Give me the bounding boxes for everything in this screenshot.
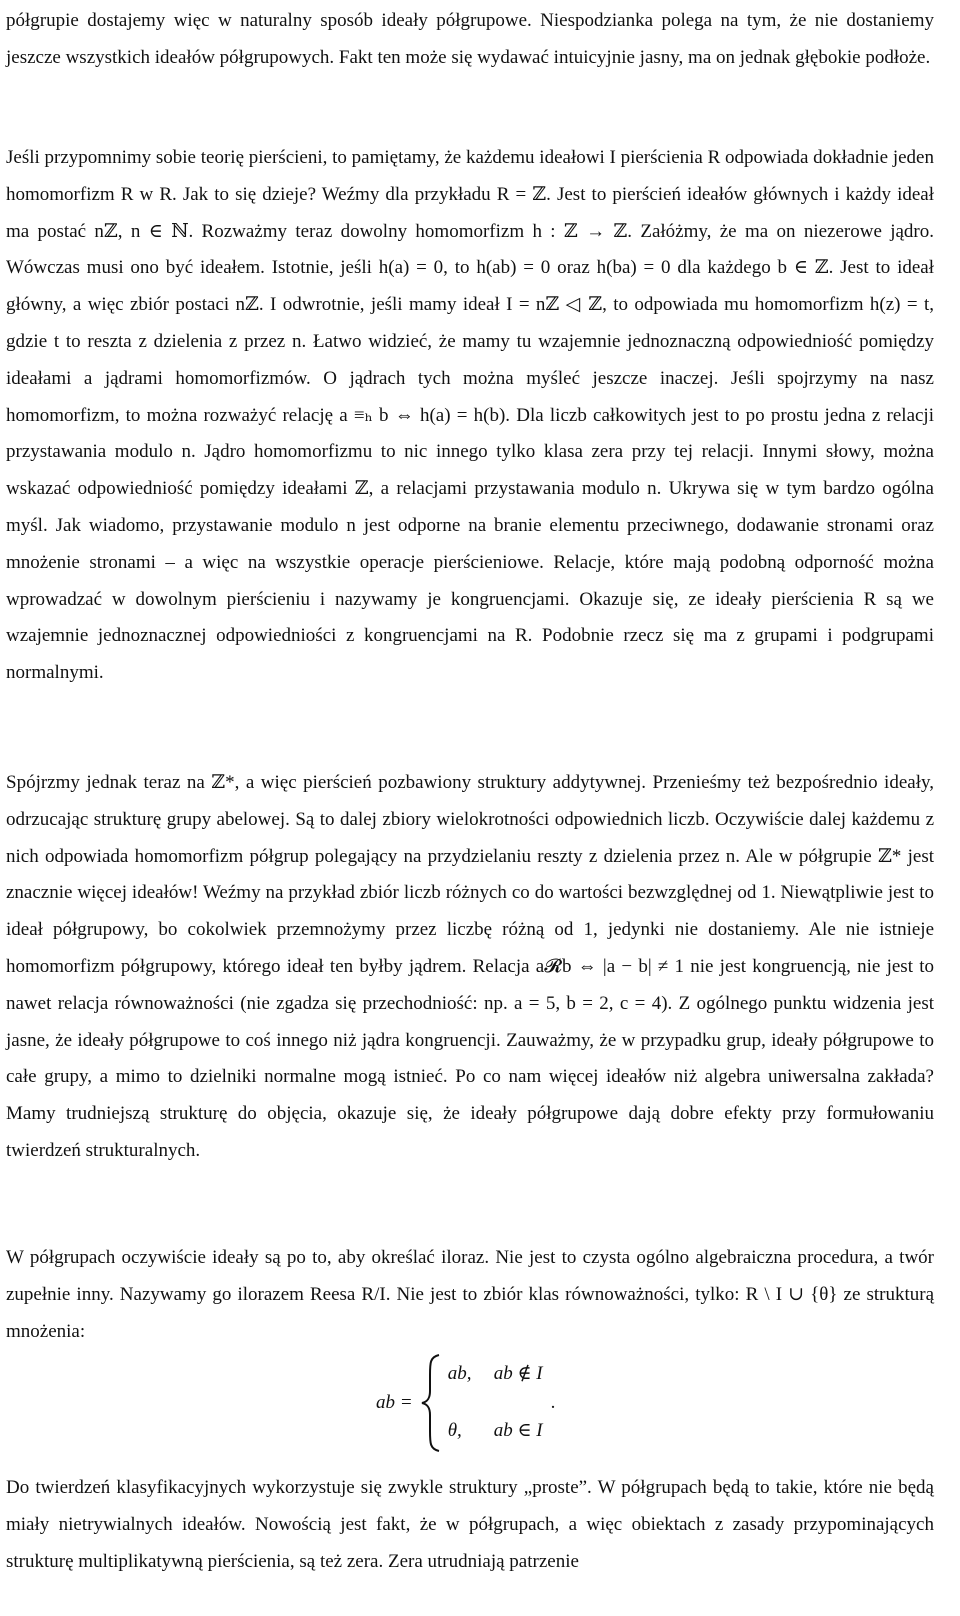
paragraph-simple-structures: Do twierdzeń klasyfikacyjnych wykorzystuje się zwykle struktury „proste”. W półgrupach będą to takie, które nie będą miały nietrywialnych ideałów. Nowością jest fakt, że w półgrupach, a więc obiektach z zasady przypominających strukturę multiplikatywną pierścienia, są też zera. Zera utrudniają patrzenie <box>6 1477 934 1572</box>
equation-equals-sign: = <box>401 1391 412 1413</box>
paragraph-rees-quotient: W półgrupach oczywiście ideały są po to, aby określać iloraz. Nie jest to czysta ogólno algebraiczna procedura, a twór zupełnie inny. Nazywamy go ilorazem Reesa R/I. Nie jest to zbiór klas równoważności, tylko: R \ I ∪ {θ} ze strukturą mnożenia: <box>6 1247 934 1342</box>
paragraph-intro: półgrupie dostajemy więc w naturalny sposób ideały półgrupowe. Niespodzianka polega na tym, że nie dostaniemy jeszcze wszystkich ideałów półgrupowych. Fakt ten może się wydawać intuicyjnie jasny, ma on jednak głębokie podłoże. <box>6 10 934 68</box>
rees-multiplication-equation <box>0 1348 960 1458</box>
equation-row <box>376 1348 555 1458</box>
left-brace-icon <box>420 1353 442 1453</box>
equation-lhs: ab <box>376 1391 395 1413</box>
case-2-condition: ab ∈ I <box>493 1420 543 1441</box>
paragraph-semigroup-ideals: Spójrzmy jednak teraz na ℤ*, a więc pierścień pozbawiony struktury addytywnej. Przenieśmy też bezpośrednio ideały, odrzucając strukturę grupy abelowej. Są to dalej zbiory wielokrotności odpowiednich liczb. Oczywiście dalej każdemu z nich odpowiada homomorfizm półgrup polegający na przydzielaniu reszty z dzielenia przez n. Ale w półgrupie ℤ* jest znacznie więcej ideałów! Weźmy na przykład zbiór liczb różnych co do wartości bezwzględnej od 1. Niewątpliwie jest to ideał półgrupowy, bo cokolwiek przemnożymy przez liczbę różną od 1, jedynki nie dostaniemy. Ale nie istnieje homomorfizm półgrupowy, którego ideał ten byłby jądrem. Relacja a𝓡b ⇔ |a − b| ≠ 1 nie jest kongruencją, nie jest to nawet relacja równoważności (nie zgadza się przechodniość: np. a = 5, b = 2, c = 4). Z ogólnego punktu widzenia jest jasne, że ideały półgrupowe to coś innego niż jądra kongruencji. Zauważmy, że w przypadku grup, ideały półgrupowe to całe grupy, a mimo to dzielniki normalne mogą istnieć. Po co nam więcej ideałów niż algebra uniwersalna zakłada? Mamy trudniejszą strukturę do objęcia, okazuje się, że ideały półgrupowe dają dobre efekty przy formułowaniu twierdzeń strukturalnych. <box>6 772 934 1161</box>
case-1-value: ab, <box>447 1363 472 1385</box>
case-1-condition: ab ∉ I <box>493 1363 543 1385</box>
case-2-value: θ, <box>447 1420 462 1441</box>
paragraph-ring-ideals: Jeśli przypomnimy sobie teorię pierścieni, to pamiętamy, że każdemu ideałowi I pierścienia R odpowiada dokładnie jeden homomorfizm R w R. Jak to się dzieje? Weźmy dla przykładu R = ℤ. Jest to pierścień ideałów głównych i każdy ideał ma postać nℤ, n ∈ ℕ. Rozważmy teraz dowolny homomorfizm h : ℤ → ℤ. Załóżmy, że ma on niezerowe jądro. Wówczas musi ono być ideałem. Istotnie, jeśli h(a) = 0, to h(ab) = 0 oraz h(ba) = 0 dla każdego b ∈ ℤ. Jest to ideał główny, a więc zbiór postaci nℤ. I odwrotnie, jeśli mamy ideał I = nℤ ◁ ℤ, to odpowiada mu homomorfizm h(z) = t, gdzie t to reszta z dzielenia z przez n. Łatwo widzieć, że mamy tu wzajemnie jednoznaczną odpowiedniość pomiędzy ideałami a jądrami homomorfizmów. O jądrach tych można myśleć jeszcze inaczej. Jeśli spojrzymy na nasz homomorfizm, to można rozważyć relację a ≡ₕ b ⇔ h(a) = h(b). Dla liczb całkowitych jest to po prostu jedna z relacji przystawania modulo n. Jądro homomorfizmu to nic innego tylko klasa zera przy tej relacji. Innymi słowy, można wskazać odpowiedniość pomiędzy ideałami ℤ, a relacjami przystawania modulo n. Ukrywa się w tym bardzo ogólna myśl. Jak wiadomo, przystawanie modulo n jest odporne na branie elementu przeciwnego, dodawanie stronami oraz mnożenie stronami – a więc na wszystkie operacje pierścieniowe. Relacje, które mają podobną odporność można wprowadzać w dowolnym pierścieniu i nazywamy je kongruencjami. Okazuje się, ze ideały pierścienia R są we wzajemnie jednoznacznej odpowiedniości z kongruencjami na R. Podobnie rzecz się ma z grupami i podgrupami normalnymi. <box>6 147 934 684</box>
equation-cases <box>448 1356 543 1450</box>
equation-end-period: . <box>550 1391 556 1413</box>
